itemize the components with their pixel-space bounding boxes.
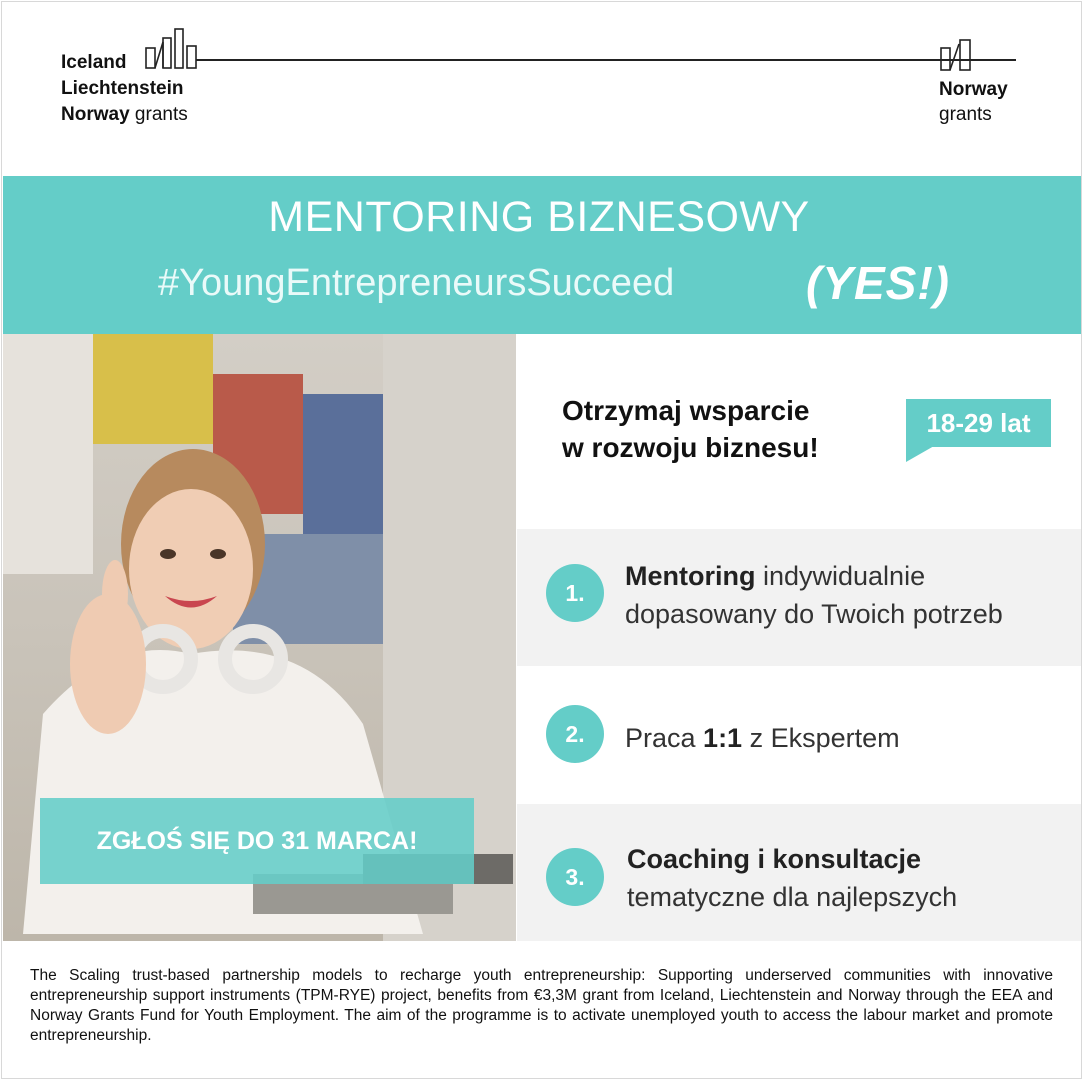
headline-line1: Otrzymaj wsparcie	[562, 395, 810, 426]
funding-disclaimer: The Scaling trust-based partnership models to recharge youth entrepreneurship: Supporting underserved communities with innovative entrepreneurship support instruments (TPM-RYE) project, benefits from €3,3M grant from Iceland, Liechtenstein and Norway through the EEA and Norway Grants Fund for Youth Employment. The aim of the programme is to activate unemployed youth to access the labour market and promote entrepreneurship.	[30, 967, 1053, 1044]
step-2-number: 2.	[546, 705, 604, 763]
logo-norway-word: Norway	[61, 104, 130, 125]
banner-hashtag: #YoungEntrepreneursSucceed	[158, 262, 675, 304]
step-1-rest: indywidualnie	[755, 561, 926, 591]
step-3-line1	[627, 840, 957, 878]
step-1-line2: dopasowany do Twoich potrzeb	[625, 599, 1003, 629]
headline	[562, 392, 819, 466]
step-1-number: 1.	[546, 564, 604, 622]
logo-grants-word: grants	[129, 104, 188, 125]
norway-grants-logo-icon	[940, 38, 974, 72]
cta-apply-label: ZGŁOŚ SIĘ DO 31 MARCA!	[96, 827, 418, 855]
step-2-text	[625, 719, 900, 757]
logo-line-liechtenstein: Liechtenstein	[61, 78, 184, 99]
age-badge: 18-29 lat	[906, 399, 1051, 447]
step-1-line1	[625, 557, 1003, 595]
step-2-bold: 1:1	[703, 723, 743, 753]
step-3-line2: tematyczne dla najlepszych	[627, 882, 958, 912]
buildings-logo-icon	[145, 28, 200, 70]
logo-line-norway-grants	[61, 102, 188, 128]
norway-grants-logo	[939, 78, 1008, 128]
step-3-number: 3.	[546, 848, 604, 906]
step-3-bold: Coaching i konsultacje	[627, 844, 922, 874]
step-2-pre: Praca	[625, 723, 704, 753]
step-1-text	[625, 557, 1003, 633]
headline-line2: w rozwoju biznesu!	[562, 432, 819, 463]
logo-line-iceland: Iceland	[61, 52, 127, 73]
step-3-text	[627, 840, 957, 916]
logo-divider-line	[196, 59, 1016, 61]
logo-grants: grants	[939, 104, 992, 125]
banner-title: MENTORING BIZNESOWY	[268, 193, 810, 241]
step-1-bold: Mentoring	[625, 561, 756, 591]
yes-logo: (YES!)	[806, 257, 950, 309]
logo-norway: Norway	[939, 79, 1008, 100]
age-badge-tail	[906, 446, 934, 462]
step-2-post: z Ekspertem	[742, 723, 900, 753]
